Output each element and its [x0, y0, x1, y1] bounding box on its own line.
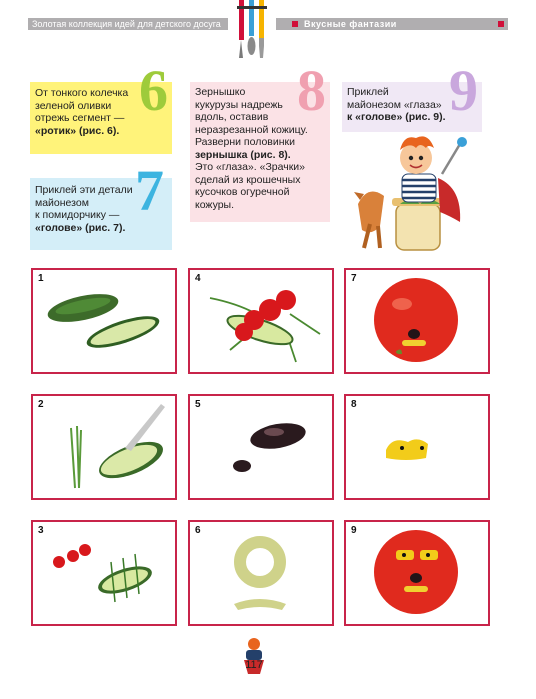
photo-4	[188, 268, 334, 374]
step-6-text	[35, 87, 128, 137]
step-8-number: 8	[297, 58, 326, 123]
step-8-line: зернышка (рис. 8).	[195, 148, 291, 161]
photo-label: 7	[351, 273, 357, 284]
photo-label: 3	[38, 525, 44, 536]
step-6-line: От тонкого колечка	[35, 87, 129, 99]
photo-1	[31, 268, 177, 374]
header-square-left	[292, 21, 298, 27]
cutlery-icon	[232, 0, 272, 62]
photo-7	[344, 268, 490, 374]
step-7-line: к помидорчику —	[35, 209, 120, 221]
step-8-line: Разверни половинки	[195, 136, 295, 148]
photo-6	[188, 520, 334, 626]
photo-label: 2	[38, 399, 44, 410]
step-8-line: кусочков огуречной	[195, 186, 290, 198]
step-9-text	[347, 86, 446, 124]
step-6-box	[30, 58, 172, 154]
step-9-line: Приклей	[347, 86, 389, 98]
step-6-line: зеленой оливки	[35, 99, 112, 112]
step-8-line: неразрезанной кожицу.	[195, 123, 308, 136]
photo-label: 8	[351, 399, 357, 410]
step-6-line: отрежь сегмент —	[35, 112, 125, 124]
photo-label: 9	[351, 525, 357, 536]
photo-5	[188, 394, 334, 500]
step-9-box	[342, 58, 482, 132]
step-8-box	[190, 58, 330, 222]
step-8-line: кукурузы надрежь	[195, 98, 283, 111]
step-8-line: Зернышко	[195, 86, 246, 98]
step-8-line: сделай из крошечных	[195, 173, 301, 186]
step-7-text	[35, 184, 133, 234]
photo-label: 4	[195, 273, 201, 284]
cartoon-boy-illustration	[350, 134, 478, 254]
step-8-text	[195, 86, 308, 211]
photo-label: 6	[195, 525, 201, 536]
step-7-line: майонезом	[35, 196, 89, 209]
step-6-number: 6	[139, 58, 168, 123]
step-9-line: к «голове» (рис. 9).	[347, 111, 446, 123]
photo-8	[344, 394, 490, 500]
step-8-line: вдоль, оставив	[195, 111, 269, 123]
step-8-line: кожуры.	[195, 198, 235, 211]
step-8-line: Это «глаза». «Зрачки»	[195, 161, 306, 173]
step-7-box	[30, 158, 172, 250]
step-7-line: Приклей эти детали	[35, 184, 133, 196]
page-number: 117	[245, 659, 263, 671]
step-9-number: 9	[449, 58, 478, 123]
step-6-line: «ротик» (рис. 6).	[35, 124, 120, 137]
step-7-line: «голове» (рис. 7).	[35, 221, 126, 234]
step-9-line: майонезом «глаза»	[347, 98, 442, 111]
photo-2	[31, 394, 177, 500]
photo-label: 1	[38, 273, 44, 284]
photo-label: 5	[195, 399, 201, 410]
step-7-number: 7	[135, 158, 164, 223]
section-title: Вкусные фантазии	[304, 19, 397, 29]
series-title: Золотая коллекция идей для детского досуга	[32, 19, 221, 29]
photo-9	[344, 520, 490, 626]
photo-3	[31, 520, 177, 626]
header-square-right	[498, 21, 504, 27]
